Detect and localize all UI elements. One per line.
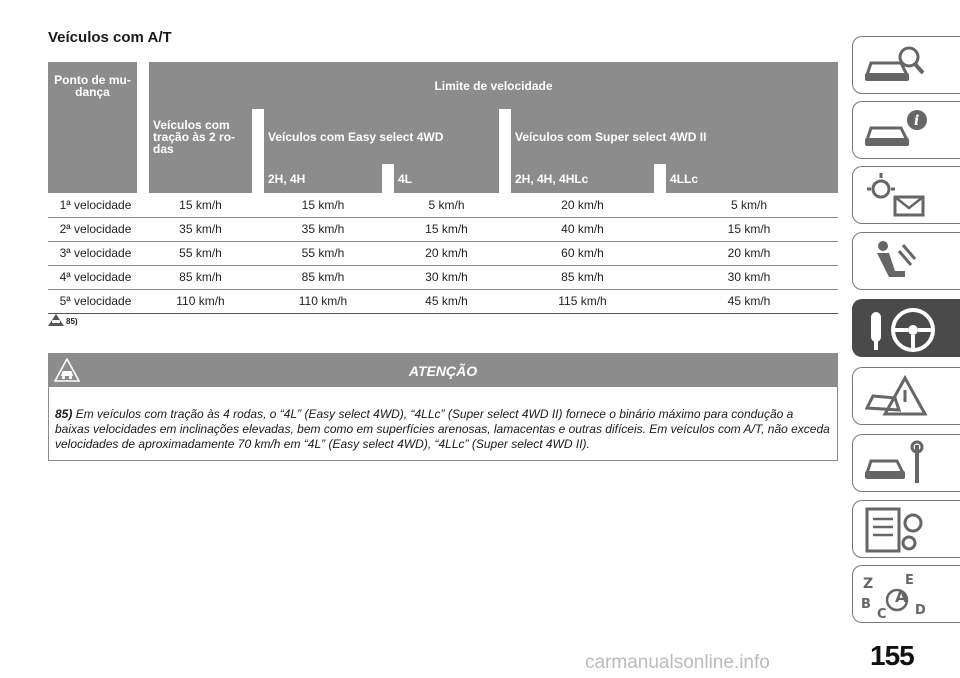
speed-cell: 30 km/h — [388, 265, 505, 289]
car-crash-warning-icon — [861, 372, 931, 422]
car-info-icon — [861, 106, 931, 156]
gear-cell: 5ª velocidade — [48, 289, 143, 313]
speed-cell: 115 km/h — [505, 289, 660, 313]
header-2wd: Veículos com tração às 2 ro- das — [143, 109, 258, 164]
table-row — [48, 265, 838, 289]
speed-cell: 45 km/h — [660, 289, 838, 313]
chapter-tab-instruments[interactable] — [852, 101, 960, 159]
svg-text:i: i — [914, 113, 920, 129]
speed-cell: 55 km/h — [143, 241, 258, 265]
header-mode-super-high: 2H, 4H, 4HLc — [505, 164, 660, 193]
svg-text:E: E — [905, 573, 914, 588]
chapter-tab-safety[interactable] — [852, 232, 960, 290]
chapter-tab-emergency[interactable] — [852, 367, 960, 425]
key-steering-wheel-icon — [861, 304, 941, 356]
gear-cell: 2ª velocidade — [48, 217, 143, 241]
warning-header — [48, 353, 838, 387]
speed-cell: 15 km/h — [143, 193, 258, 217]
warning-text: Em veículos com tração às 4 rodas, o “4L” (Easy select 4WD), “4LLc” (Super select 4WD II) fornece o binário máximo para condução a baixas velocidades em inclinações elevadas, bem como em superfícies arenosas, lamacentas e outras difíceis. Em veículos com A/T, não exceda velocidades de aproximadamente 70 km/h em “4L” (Easy select 4WD), “4LLc” (Super select 4WD II). — [55, 407, 830, 451]
header-mode-easy-high: 2H, 4H — [258, 164, 388, 193]
header-empty — [48, 164, 143, 193]
svg-text:Z: Z — [863, 576, 874, 592]
chapter-tab-index[interactable] — [852, 565, 960, 623]
gear-cell: 3ª velocidade — [48, 241, 143, 265]
speed-cell: 45 km/h — [388, 289, 505, 313]
chapter-tab-knowing-vehicle[interactable] — [852, 36, 960, 94]
seat-airbag-icon — [861, 237, 931, 287]
reference-number: 85) — [66, 317, 78, 326]
speed-cell: 85 km/h — [143, 265, 258, 289]
warning-title: ATENÇÃO — [408, 363, 478, 379]
header-empty — [48, 109, 143, 164]
section-title: Veículos com A/T — [48, 29, 172, 46]
warning-reference-note — [48, 314, 78, 326]
speed-cell: 20 km/h — [660, 241, 838, 265]
header-empty — [143, 164, 258, 193]
gear-cell: 4ª velocidade — [48, 265, 143, 289]
chapter-tab-warning-lights[interactable] — [852, 166, 960, 224]
speed-cell: 5 km/h — [660, 193, 838, 217]
warning-light-mail-icon — [861, 171, 931, 221]
speed-cell: 30 km/h — [660, 265, 838, 289]
table-row — [48, 241, 838, 265]
page-number: 155 — [870, 640, 914, 671]
speed-cell: 35 km/h — [143, 217, 258, 241]
car-wrench-icon — [861, 439, 931, 489]
checklist-gears-icon — [861, 505, 931, 555]
speed-cell: 35 km/h — [258, 217, 388, 241]
speed-cell: 20 km/h — [388, 241, 505, 265]
speed-cell: 15 km/h — [388, 217, 505, 241]
speed-cell: 40 km/h — [505, 217, 660, 241]
speed-cell: 110 km/h — [258, 289, 388, 313]
gear-cell: 1ª velocidade — [48, 193, 143, 217]
alphabet-index-icon — [861, 570, 931, 620]
speed-cell: 20 km/h — [505, 193, 660, 217]
speed-cell: 85 km/h — [258, 265, 388, 289]
warning-ref-number: 85) — [55, 407, 73, 421]
watermark: carmanualsonline.info — [585, 652, 770, 673]
car-search-icon — [861, 41, 931, 91]
speed-cell: 15 km/h — [258, 193, 388, 217]
svg-text:A: A — [895, 587, 908, 606]
table-row — [48, 217, 838, 241]
svg-text:C: C — [877, 607, 887, 620]
speed-cell: 85 km/h — [505, 265, 660, 289]
header-speed-limit: Limite de velocidade — [143, 62, 838, 109]
speed-cell: 5 km/h — [388, 193, 505, 217]
speed-cell: 110 km/h — [143, 289, 258, 313]
header-shift-point: Ponto de mu- dança — [48, 62, 143, 109]
warning-body — [48, 387, 838, 461]
speed-cell: 60 km/h — [505, 241, 660, 265]
header-mode-super-low: 4LLc — [660, 164, 838, 193]
header-super-select: Veículos com Super select 4WD II — [505, 109, 838, 164]
chapter-tab-maintenance[interactable] — [852, 434, 960, 492]
header-mode-easy-low: 4L — [388, 164, 505, 193]
chapter-tab-technical-data[interactable] — [852, 500, 960, 558]
car-warning-icon — [48, 314, 64, 326]
table-row — [48, 289, 838, 313]
speed-cell: 15 km/h — [660, 217, 838, 241]
chapter-tab-starting-driving[interactable] — [852, 299, 960, 357]
svg-text:D: D — [915, 603, 926, 618]
speed-cell: 55 km/h — [258, 241, 388, 265]
table-row — [48, 193, 838, 217]
speed-limit-table — [48, 62, 838, 314]
header-easy-select: Veículos com Easy select 4WD — [258, 109, 505, 164]
svg-text:B: B — [861, 597, 871, 612]
